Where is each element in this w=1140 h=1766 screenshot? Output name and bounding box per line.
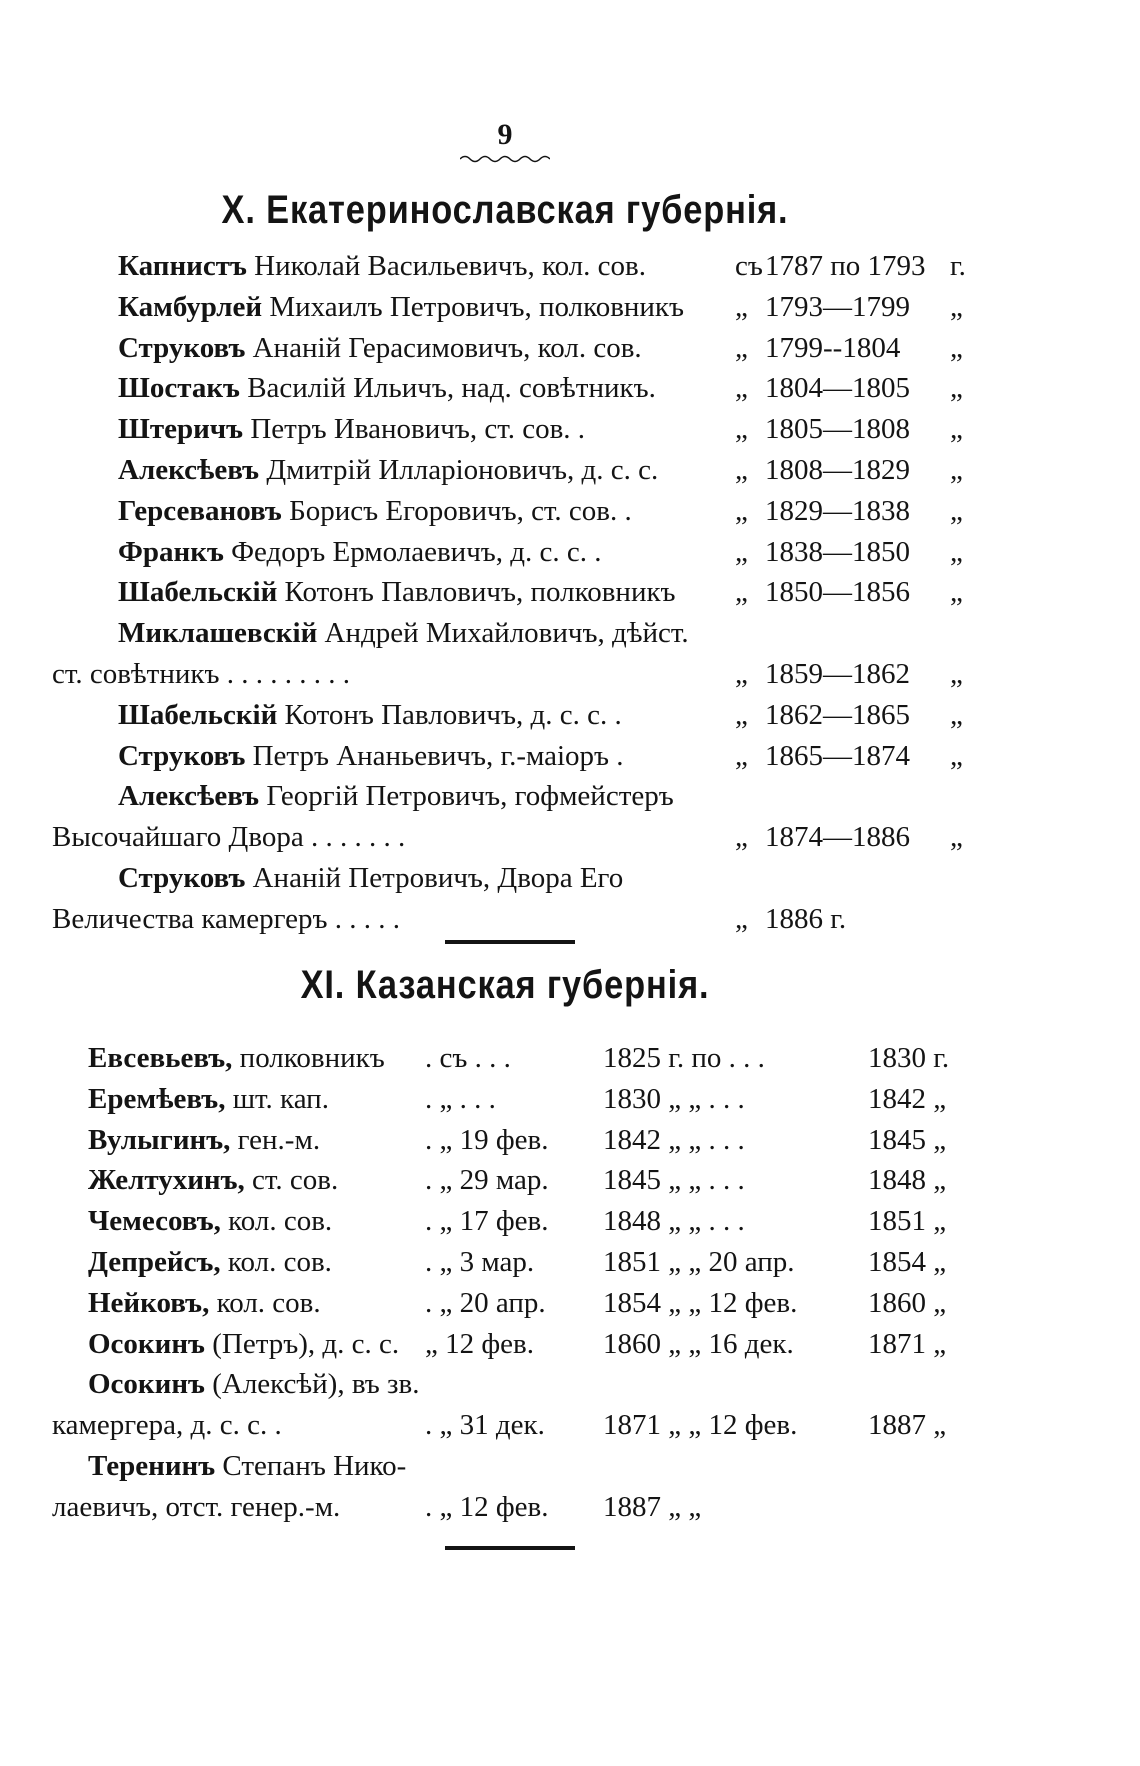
term-end-marker: „	[950, 331, 963, 364]
term-from-marker: „	[735, 535, 748, 568]
term-end-marker: „	[950, 739, 963, 772]
list-item	[118, 452, 980, 488]
term-end-marker: „	[950, 454, 963, 486]
person-details: ст. совѣтникъ . . . . . . . . .	[52, 658, 350, 690]
person-details: Борисъ Егоровичъ, ст. сов. .	[289, 494, 632, 527]
term-years: 1799--1804	[765, 331, 901, 364]
term-start-date: . „ 19 фев.	[425, 1123, 549, 1156]
person-surname: Вулыгинъ,	[88, 1123, 231, 1156]
person-details: Высочайшаго Двора . . . . . . .	[52, 821, 406, 854]
term-start-year: 1887 „ „	[603, 1490, 702, 1523]
term-end-marker: „	[950, 290, 963, 323]
section-divider	[445, 940, 575, 944]
person-details: Дмитрій Илларіоновичъ, д. с. с.	[266, 454, 659, 486]
term-end-year: 1845 „	[868, 1123, 947, 1156]
list-item	[52, 901, 980, 937]
list-item	[88, 1448, 990, 1484]
person-details: полковникъ	[239, 1042, 385, 1074]
person-details: Николай Васильевичъ, кол. сов.	[254, 250, 646, 282]
term-start-year: 1848 „ „ . . .	[603, 1205, 745, 1238]
term-end-year: 1851 „	[868, 1205, 947, 1238]
term-end-year: 1830 г.	[868, 1042, 950, 1074]
term-years: 1829—1838	[765, 494, 910, 527]
term-start-date: . „ 12 фев.	[425, 1490, 549, 1523]
person-surname: Евсевьевъ,	[88, 1042, 233, 1074]
term-from-marker: „	[735, 698, 748, 731]
list-item	[118, 248, 980, 284]
term-end-marker: „	[950, 372, 963, 405]
term-start-date: . съ . . .	[425, 1042, 511, 1074]
list-item	[118, 860, 980, 896]
term-start-date: . „ 31 дек.	[425, 1409, 545, 1442]
person-surname: Осокинъ	[88, 1368, 205, 1401]
list-item	[88, 1366, 990, 1402]
person-surname: Шостакъ	[118, 372, 240, 405]
term-years: 1805—1808	[765, 413, 910, 446]
person-surname: Камбурлей	[118, 290, 263, 323]
person-details: Степанъ Нико-	[222, 1450, 407, 1482]
term-start-year: 1854 „ „ 12 фев.	[603, 1286, 798, 1319]
term-years: 1793—1799	[765, 290, 910, 323]
term-end-marker: „	[950, 535, 963, 568]
term-from-marker: „	[735, 372, 748, 405]
person-surname: Желтухинъ,	[88, 1164, 245, 1197]
term-years: 1804—1805	[765, 372, 910, 405]
person-surname: Герсевановъ	[118, 494, 282, 527]
person-surname: Капнистъ	[118, 250, 247, 282]
person-surname: Франкъ	[118, 535, 224, 568]
section-heading-kazan: XI. Казанская губернія.	[300, 963, 710, 1007]
term-start-year: 1851 „ „ 20 апр.	[603, 1246, 795, 1278]
person-details: Ананій Герасимовичъ, кол. сов.	[252, 331, 642, 364]
list-item	[52, 819, 980, 855]
person-surname: Штеричъ	[118, 413, 244, 446]
section-heading-ekaterinoslav: X. Екатеринославская губернія.	[221, 188, 789, 232]
term-years: 1859—1862	[765, 658, 910, 690]
person-details: кол. сов.	[228, 1205, 333, 1238]
person-details: Котонъ Павловичъ, полковникъ	[284, 576, 676, 609]
list-item	[118, 778, 980, 814]
person-details: Котонъ Павловичъ, д. с. с. .	[284, 698, 622, 731]
term-end-year: 1848 „	[868, 1164, 947, 1197]
person-details: кол. сов.	[227, 1246, 332, 1278]
term-years: 1886 г.	[765, 902, 847, 935]
term-years: 1862—1865	[765, 698, 910, 731]
term-start-year: 1825 г. по . . .	[603, 1042, 765, 1074]
list-item	[52, 1407, 990, 1443]
list-item	[118, 574, 980, 610]
term-years: 1850—1856	[765, 576, 910, 609]
term-end-year: 1887 „	[868, 1409, 947, 1442]
term-years: 1787 по 1793	[765, 250, 926, 282]
term-end-year: 1860 „	[868, 1286, 947, 1319]
decorative-wavy-line	[460, 154, 550, 164]
person-surname: Шабельскій	[118, 698, 278, 731]
term-end-marker: „	[950, 821, 963, 854]
term-from-marker: „	[735, 739, 748, 772]
list-item	[118, 289, 980, 325]
list-item	[118, 370, 980, 406]
term-from-marker: съ	[735, 250, 763, 282]
term-end-year: 1871 „	[868, 1327, 947, 1360]
list-item	[88, 1122, 990, 1158]
term-end-marker: „	[950, 658, 963, 690]
list-item	[118, 534, 980, 570]
person-surname: Струковъ	[118, 862, 246, 894]
term-years: 1838—1850	[765, 535, 910, 568]
person-surname: Теренинъ	[88, 1450, 216, 1482]
list-item	[118, 738, 980, 774]
person-details: шт. кап.	[232, 1082, 329, 1115]
person-surname: Струковъ	[118, 331, 246, 364]
term-end-marker: „	[950, 413, 963, 446]
term-from-marker: „	[735, 494, 748, 527]
term-start-date: „ 12 фев.	[425, 1327, 534, 1360]
person-details: Ананій Петровичъ, Двора Его	[252, 862, 624, 894]
term-start-year: 1860 „ „ 16 дек.	[603, 1327, 794, 1360]
person-details: Петръ Ананьевичъ, г.-маіоръ .	[252, 739, 624, 772]
person-surname: Алексѣевъ	[118, 454, 260, 486]
term-start-date: . „ 17 фев.	[425, 1205, 549, 1238]
term-from-marker: „	[735, 454, 748, 486]
list-item	[88, 1244, 990, 1280]
person-surname: Алексѣевъ	[118, 780, 260, 813]
term-start-year: 1842 „ „ . . .	[603, 1123, 745, 1156]
person-surname: Осокинъ	[88, 1327, 205, 1360]
term-start-year: 1830 „ „ . . .	[603, 1082, 745, 1115]
person-details: (Алексѣй), въ зв.	[212, 1368, 420, 1401]
list-item	[118, 615, 980, 651]
list-item	[118, 493, 980, 529]
person-details: Андрей Михайловичъ, дѣйст.	[324, 617, 689, 650]
term-from-marker: „	[735, 821, 748, 854]
term-end-marker: „	[950, 494, 963, 527]
term-years: 1874—1886	[765, 821, 910, 854]
person-details: Михаилъ Петровичъ, полковникъ	[269, 290, 685, 323]
person-details: ген.-м.	[237, 1123, 321, 1156]
person-details: (Петръ), д. с. с.	[212, 1327, 400, 1360]
term-start-date: . „ 20 апр.	[425, 1286, 546, 1319]
list-item	[118, 697, 980, 733]
term-end-year: 1854 „	[868, 1246, 947, 1278]
person-details: Петръ Ивановичъ, ст. сов. .	[250, 413, 586, 446]
term-end-marker: „	[950, 576, 963, 609]
person-surname: Шабельскій	[118, 576, 278, 609]
person-surname: Еремѣевъ,	[88, 1082, 226, 1115]
person-details: камергера, д. с. с. .	[52, 1409, 282, 1442]
term-from-marker: „	[735, 902, 748, 935]
person-surname: Чемесовъ,	[88, 1205, 221, 1238]
term-years: 1808—1829	[765, 454, 910, 486]
term-from-marker: „	[735, 413, 748, 446]
list-item	[118, 330, 980, 366]
term-from-marker: „	[735, 658, 748, 690]
person-surname: Миклашевскій	[118, 617, 318, 650]
term-years: 1865—1874	[765, 739, 910, 772]
person-surname: Депрейсъ,	[88, 1246, 221, 1278]
term-start-date: . „ 3 мар.	[425, 1246, 535, 1278]
person-details: Величества камергеръ . . . . .	[52, 902, 400, 935]
term-start-date: . „ 29 мар.	[425, 1164, 549, 1197]
term-start-date: . „ . . .	[425, 1082, 496, 1115]
term-end-marker: г.	[950, 250, 966, 282]
list-item	[118, 411, 980, 447]
list-item	[88, 1081, 990, 1117]
term-end-year: 1842 „	[868, 1082, 947, 1115]
list-item	[88, 1162, 990, 1198]
list-item	[52, 1489, 990, 1525]
person-surname: Струковъ	[118, 739, 246, 772]
section-divider	[445, 1546, 575, 1550]
person-details: Василій Ильичъ, над. совѣтникъ.	[247, 372, 656, 405]
list-item	[88, 1285, 990, 1321]
list-item	[88, 1203, 990, 1239]
person-details: Федоръ Ермолаевичъ, д. с. с. .	[231, 535, 602, 568]
person-details: кол. сов.	[216, 1286, 321, 1319]
list-item	[52, 656, 980, 692]
person-details: ст. сов.	[252, 1164, 339, 1197]
page-number: 9	[497, 118, 513, 151]
list-item	[88, 1326, 990, 1362]
term-start-year: 1871 „ „ 12 фев.	[603, 1409, 798, 1442]
person-surname: Нейковъ,	[88, 1286, 210, 1319]
list-item	[88, 1040, 990, 1076]
term-from-marker: „	[735, 576, 748, 609]
person-details: Георгій Петровичъ, гофмейстеръ	[266, 780, 674, 813]
term-end-marker: „	[950, 698, 963, 731]
term-from-marker: „	[735, 290, 748, 323]
person-details: лаевичъ, отст. генер.-м.	[52, 1490, 341, 1523]
term-from-marker: „	[735, 331, 748, 364]
term-start-year: 1845 „ „ . . .	[603, 1164, 745, 1197]
